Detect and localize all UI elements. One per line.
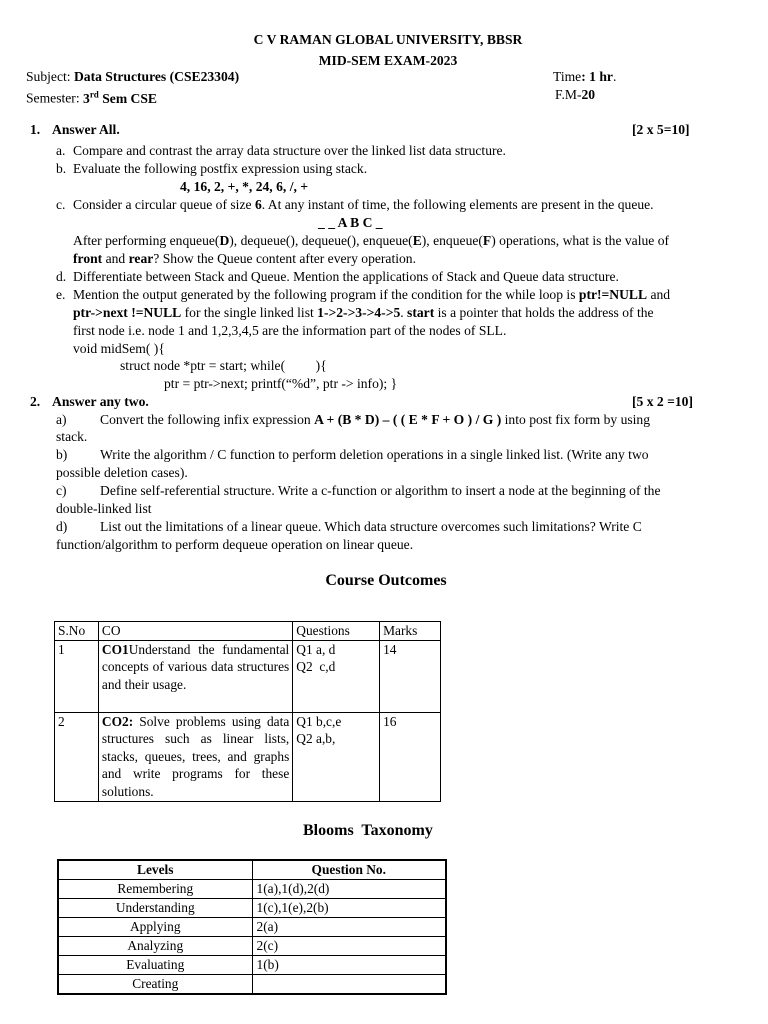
q1c-line2 <box>73 232 748 249</box>
bt-level: Evaluating <box>58 956 252 975</box>
co-header-marks: Marks <box>380 622 441 641</box>
bt-question: 2(a) <box>252 918 446 937</box>
semester-num: 3 <box>83 90 90 106</box>
course-outcomes-title: Course Outcomes <box>325 572 447 589</box>
table-row <box>58 880 446 899</box>
q1c-d: D <box>219 233 230 248</box>
q1b-label: b. <box>56 161 67 176</box>
q1a-label: a. <box>56 143 66 158</box>
q1e-l1-bold: ptr!=NULL <box>578 287 648 302</box>
co-code: CO1 <box>101 641 129 657</box>
bt-question: 2(c) <box>252 937 446 956</box>
q1e-code2: struct node *ptr = start; while( ){ <box>120 358 327 373</box>
q1e-l2-bold2: 1->2->3->4->5 <box>317 305 401 320</box>
bt-level: Understanding <box>58 899 252 918</box>
q1e-line3: first node i.e. node 1 and 1,2,3,4,5 are the information part of the nodes of SLL. <box>73 323 507 338</box>
co-sno: 2 <box>55 712 99 801</box>
q2a-line2: stack. <box>56 429 88 444</box>
q1-title: Answer All. <box>52 122 120 137</box>
q1e-label: e. <box>56 287 66 302</box>
co-marks: 16 <box>380 712 441 801</box>
q1c-post: . At any instant of time, the following elements are present in the queue. <box>261 197 654 212</box>
q1e-l2-bold1: ptr->next !=NULL <box>73 305 182 320</box>
q1e-line1 <box>73 286 670 303</box>
q1c-e: E <box>412 233 422 248</box>
co-sno: 1 <box>55 640 99 712</box>
q2a-pre: Convert the following infix expression <box>100 412 315 427</box>
q1c-pre: Consider a circular queue of size <box>73 197 255 212</box>
q1e-code1: void midSem( ){ <box>73 341 165 356</box>
semester-value: Sem CSE <box>102 90 157 106</box>
q2c-label: c) <box>56 483 67 498</box>
co-q2: Q2 a,b, <box>296 731 336 747</box>
co-questions <box>293 712 380 801</box>
table-row <box>55 622 441 641</box>
co-questions <box>293 640 380 712</box>
subject-label: Subject: <box>26 69 71 84</box>
q1e-l2-mid: for the single linked list <box>181 305 318 320</box>
q1e-l2-bold3: start <box>407 305 435 320</box>
q1c-queue: _ _ A B C _ <box>318 215 383 230</box>
fm-label: F.M- <box>555 87 582 102</box>
time-line: Time: 1 hr. <box>553 69 617 84</box>
q2d-line2: function/algorithm to perform dequeue operation on linear queue. <box>56 537 414 552</box>
q1c-rear: rear <box>128 251 154 266</box>
bt-level: Remembering <box>58 880 252 899</box>
q1e-code3: ptr = ptr->next; printf(“%d”, ptr -> info); } <box>164 376 398 391</box>
university-title: C V RAMAN GLOBAL UNIVERSITY, BBSR <box>253 32 523 47</box>
co-q1: Q1 b,c,e <box>296 713 342 729</box>
bt-question: 1(b) <box>252 956 446 975</box>
co-description <box>98 640 292 712</box>
bt-header-question: Question No. <box>252 860 446 880</box>
subject-value: Data Structures (CSE23304) <box>73 69 240 84</box>
semester-sup: rd <box>89 89 99 99</box>
q1e-line2 <box>73 304 654 321</box>
q2b-line2: possible deletion cases). <box>56 465 188 480</box>
q2a-label: a) <box>56 412 67 427</box>
q2-number: 2. <box>30 394 41 409</box>
bt-level: Creating <box>58 975 252 995</box>
q2a-expression: A + (B * D) – ( ( E * F + O ) / G ) <box>314 412 502 427</box>
q2c-line1: Define self-referential structure. Write a c-function or algorithm to insert a node at the beginning of the <box>100 483 661 498</box>
q1c-size: 6 <box>254 197 262 212</box>
q1c-and: and <box>102 251 129 266</box>
exam-title: MID-SEM EXAM-2023 <box>318 53 458 68</box>
blooms-title: Blooms Taxonomy <box>303 822 433 839</box>
course-outcomes-table <box>54 621 441 802</box>
bt-question <box>252 975 446 995</box>
table-row <box>55 712 441 801</box>
table-row <box>58 956 446 975</box>
co-q1: Q1 a, d <box>296 641 336 657</box>
q1c-l2-mid: ), dequeue(), dequeue(), enqueue( <box>229 233 413 248</box>
table-row <box>58 937 446 956</box>
q1c-line1 <box>73 196 654 213</box>
q1-number: 1. <box>30 122 41 137</box>
q1c-label: c. <box>56 197 66 212</box>
table-row <box>58 975 446 995</box>
co-text: Understand the fundamental concepts of various data structures and their usage. <box>101 641 290 692</box>
q1e-l1-pre: Mention the output generated by the following program if the condition for the while loop is <box>73 287 579 302</box>
q2d-line1: List out the limitations of a linear queue. Which data structure overcomes such limitations? Write C <box>100 519 642 534</box>
bt-level: Applying <box>58 918 252 937</box>
table-row <box>58 860 446 880</box>
q1e-l2-post: is a pointer that holds the address of the <box>434 305 654 320</box>
q2d-label: d) <box>56 519 68 534</box>
time-value: : 1 hr <box>581 69 613 84</box>
table-row <box>58 918 446 937</box>
q1c-l2-pre: After performing enqueue( <box>73 233 220 248</box>
q2b-label: b) <box>56 447 68 462</box>
q2-title: Answer any two. <box>52 394 149 409</box>
co-marks: 14 <box>380 640 441 712</box>
q1c-l3-post: ? Show the Queue content after every operation. <box>153 251 417 266</box>
q1e-l2-dot: . <box>400 305 408 320</box>
q1c-line3 <box>73 250 416 267</box>
bt-question: 1(a),1(d),2(d) <box>252 880 446 899</box>
q1e-l1-post: and <box>647 287 671 302</box>
fm-value: 20 <box>581 87 596 102</box>
q2c-line2: double-linked list <box>56 501 152 516</box>
q1b-text: Evaluate the following postfix expression using stack. <box>73 161 368 176</box>
q1-marks: [2 x 5=10] <box>632 122 690 137</box>
co-code: CO2: <box>101 713 134 729</box>
table-row <box>55 640 441 712</box>
co-header-sno: S.No <box>55 622 99 641</box>
co-description <box>98 712 292 801</box>
q2a-line1 <box>100 411 650 428</box>
bt-question: 1(c),1(e),2(b) <box>252 899 446 918</box>
q2b-line1: Write the algorithm / C function to perform deletion operations in a single linked list. (Write any two <box>100 447 649 462</box>
q1d-text: Differentiate between Stack and Queue. Mention the applications of Stack and Queue data structure. <box>73 269 619 284</box>
bt-level: Analyzing <box>58 937 252 956</box>
co-header-co: CO <box>98 622 292 641</box>
co-q2: Q2 c,d <box>296 659 336 675</box>
q1a-text: Compare and contrast the array data structure over the linked list data structure. <box>73 143 506 158</box>
co-header-questions: Questions <box>293 622 380 641</box>
q1c-f: F <box>482 233 492 248</box>
q1d-label: d. <box>56 269 67 284</box>
semester-label: Semester: <box>26 90 80 106</box>
q2-marks: [5 x 2 =10] <box>632 394 693 409</box>
time-label: Time <box>553 69 582 84</box>
q2a-post: into post fix form by using <box>501 412 651 427</box>
subject-line <box>26 68 239 85</box>
blooms-table <box>57 859 447 995</box>
q1c-front: front <box>73 251 103 266</box>
q1c-l2-post: ) operations, what is the value of <box>491 233 670 248</box>
bt-header-levels: Levels <box>58 860 252 880</box>
fm-line <box>555 86 595 103</box>
co-text: Solve problems using data structures such as linear lists, stacks, queues, trees, and graphs and write programs for these solutions. <box>101 713 290 799</box>
table-row <box>58 899 446 918</box>
semester-line <box>26 86 157 107</box>
q1c-l2-mid2: ), enqueue( <box>421 233 483 248</box>
q1b-expression: 4, 16, 2, +, *, 24, 6, /, + <box>180 179 309 194</box>
